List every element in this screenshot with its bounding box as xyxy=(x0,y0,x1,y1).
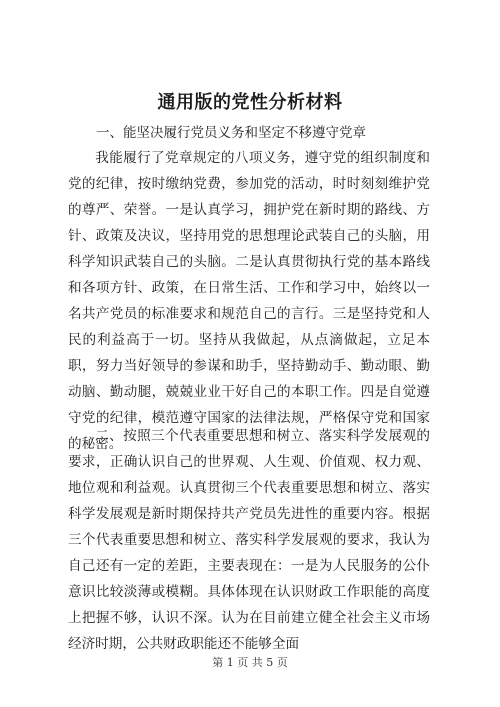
section-heading-1: 一、能坚决履行党员义务和坚定不移遵守党章 xyxy=(96,125,366,141)
page-title: 通用版的党性分析材料 xyxy=(157,92,343,113)
paragraph-2: 二、按照三个代表重要思想和树立、落实科学发展观的要求，正确认识自己的世界观、人生观、价值观、权力观、地位观和利益观。认真贯彻三个代表重要思想和树立、落实科学发展观是新时期保持共产党员先进性的重要内容。根据三个代表重要思想和树立、落实科学发展观的要求，我认为自己还有一定的差距，主要表现在：一是为人民服务的公仆意识比较淡薄或模糊。具体体现在认识财政工作职能的高度上把握不够，认识不深。认为在目前建立健全社会主义市场经济时期，公共财政职能还不能够全面 xyxy=(68,428,430,652)
paragraph-1: 我能履行了党章规定的八项义务，遵守党的组织制度和党的纪律，按时缴纳党费，参加党的活动，时时刻刻维护党的尊严、荣誉。一是认真学习，拥护党在新时期的路线、方针、政策及决议，坚持用党的思想理论武装自己的头脑，用科学知识武装自己的头脑。二是认真贯彻执行党的基本路线和各项方针、政策，在日常生活、工作和学习中，始终以一名共产党员的标准要求和规范自己的言行。三是坚持党和人民的利益高于一切。坚持从我做起，从点滴做起，立足本职，努力当好领导的参谋和助手，坚持勤动手、勤动眼、勤动脑、勤动腿，兢兢业业干好自己的本职工作。四是自觉遵守党的纪律，模范遵守国家的法律法规，严格保守党和国家的秘密。 xyxy=(68,150,430,452)
page-footer xyxy=(0,655,500,671)
page-number-label: 第 1 页 共 5 页 xyxy=(212,656,288,669)
